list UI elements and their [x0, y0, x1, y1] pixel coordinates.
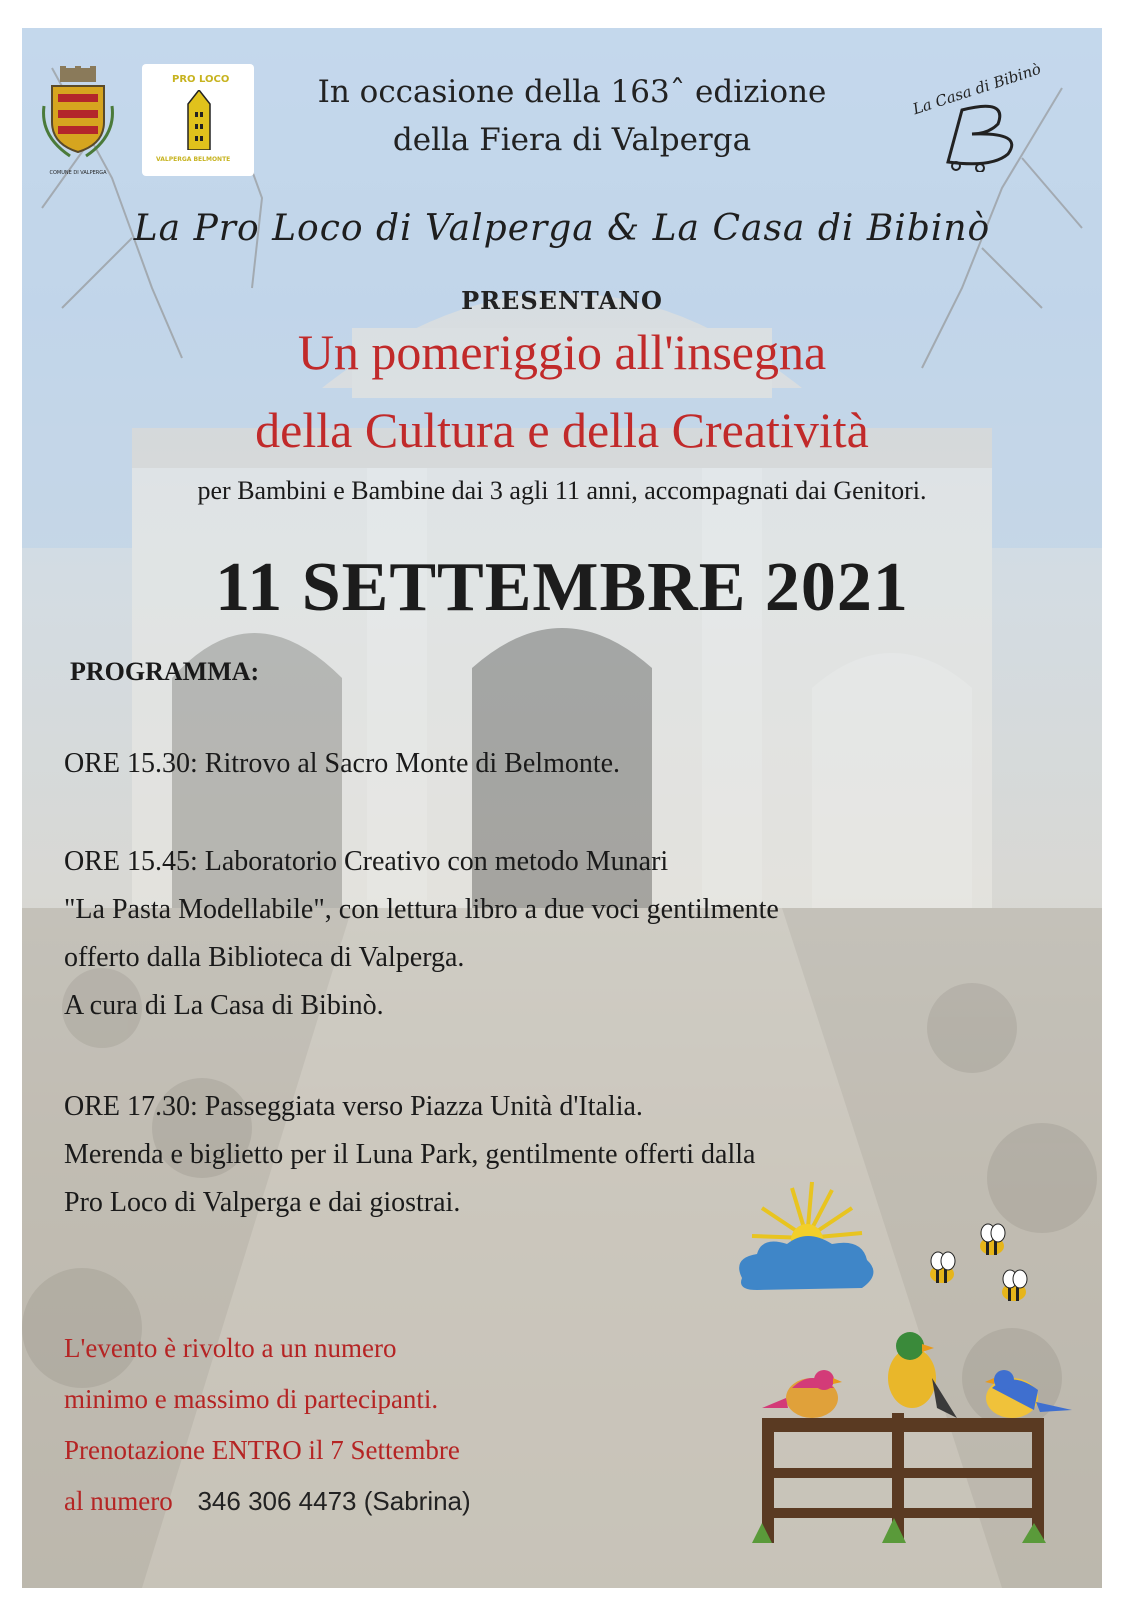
note-line-2: minimo e massimo di partecipanti. — [64, 1384, 439, 1414]
event-date: 11 SETTEMBRE 2021 — [215, 549, 909, 626]
programma-item-2-line: A cura di La Casa di Bibinò. — [64, 990, 384, 1021]
title-line-2: della Cultura e della Creatività — [255, 402, 869, 458]
registration-note — [64, 1323, 471, 1527]
bees-icon — [922, 1216, 1042, 1316]
note-phone-prefix: al numero — [64, 1486, 173, 1516]
coat-of-arms-icon — [40, 66, 116, 162]
programma-item-3-line: Merenda e biglietto per il Luna Park, gentilmente offerti dalla — [64, 1139, 756, 1170]
presenters-line: La Pro Loco di Valperga & La Casa di Bibinò — [133, 208, 991, 249]
comune-label: COMUNE DI VALPERGA — [49, 170, 107, 176]
title-line-1: Un pomeriggio all'insegna — [297, 324, 827, 380]
programma-item-3 — [64, 1083, 755, 1227]
proloco-top-label: PRO LOCO — [172, 74, 230, 85]
header-text — [252, 68, 892, 164]
programma-heading: PROGRAMMA: — [70, 657, 260, 686]
comune-logo — [40, 66, 116, 176]
tower-icon — [186, 90, 212, 150]
birds-fence-icon — [742, 1318, 1082, 1548]
sun-cloud-icon — [732, 1178, 882, 1298]
proloco-bottom-label: VALPERGA BELMONTE — [156, 156, 231, 163]
note-line-4 — [64, 1476, 471, 1527]
note-line-3: Prenotazione ENTRO il 7 Settembre — [64, 1435, 460, 1465]
programma-item-2-line: offerto dalla Biblioteca di Valperga. — [64, 942, 465, 973]
presentano-label: PRESENTANO — [461, 286, 663, 315]
flyer — [22, 28, 1102, 1588]
programma-item-2-line: ORE 15.45: Laboratorio Creativo con metodo Munari — [64, 846, 669, 877]
programma-item-3-line: Pro Loco di Valperga e dai giostrai. — [64, 1187, 461, 1218]
header-line-1: In occasione della 163ˆ edizione — [317, 74, 827, 110]
programma-item-3-line: ORE 17.30: Passeggiata verso Piazza Unità d'Italia. — [64, 1091, 643, 1122]
header-line-2: della Fiera di Valperga — [392, 122, 752, 158]
programma-item-2-line: "La Pasta Modellabile", con lettura libro a due voci gentilmente — [64, 894, 779, 925]
casa-bibino-label: La Casa di Bibinò — [910, 59, 1044, 119]
programma-item-2 — [64, 838, 779, 1030]
note-line-1: L'evento è rivolto a un numero — [64, 1333, 397, 1363]
casa-bibino-logo — [892, 59, 1052, 174]
proloco-logo — [142, 64, 254, 176]
phone-number: 346 306 4473 (Sabrina) — [197, 1486, 471, 1516]
audience-subtitle: per Bambini e Bambine dai 3 agli 11 anni, accompagnati dai Genitori. — [197, 476, 927, 505]
programma-item-1: ORE 15.30: Ritrovo al Sacro Monte di Belmonte. — [64, 748, 621, 779]
bibino-b-icon — [928, 102, 1038, 172]
